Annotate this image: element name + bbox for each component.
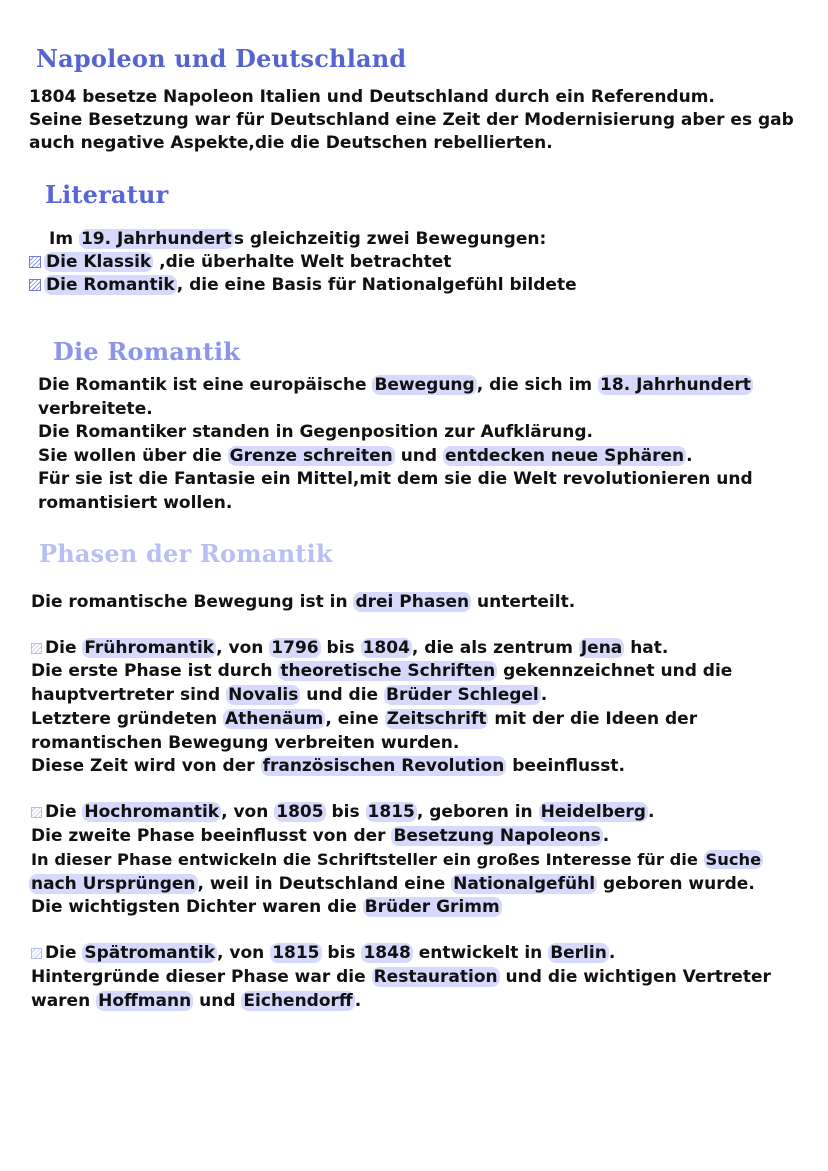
- text-run: , geboren in: [416, 802, 539, 822]
- text-run: und die: [300, 685, 384, 705]
- text-run: .: [686, 446, 693, 466]
- paragraph-line: romantisiert wollen.: [38, 493, 233, 513]
- text-run: hat.: [624, 638, 669, 658]
- checkbox-icon: [29, 279, 41, 291]
- highlight: 18. Jahrhundert: [600, 375, 751, 395]
- highlight: 1815: [367, 802, 415, 822]
- highlight: Zeitschrift: [386, 709, 487, 729]
- paragraph-line: [29, 872, 755, 896]
- text-run: hauptvertreter sind: [31, 685, 227, 705]
- text-run: , die als zentrum: [411, 638, 579, 658]
- list-item: [31, 800, 654, 824]
- text-run: beeinflusst.: [506, 756, 625, 776]
- text-run: Letztere gründeten: [31, 709, 224, 729]
- text-run: , von: [217, 943, 271, 963]
- paragraph-line: Die Romantiker standen in Gegenposition zur Aufklärung.: [38, 422, 593, 442]
- text-run: In dieser Phase entwickeln die Schriftsteller ein großes Interesse für die: [31, 850, 704, 869]
- text-run: , die eine Basis für Nationalgefühl bildete: [176, 275, 577, 295]
- highlight: französischen Revolution: [262, 756, 505, 776]
- highlight: Berlin: [550, 943, 607, 963]
- text-run: , die sich im: [476, 375, 599, 395]
- section-title-literatur: Literatur: [45, 180, 169, 209]
- text-run: Die romantische Bewegung ist in: [31, 592, 354, 612]
- text-run: und: [394, 446, 443, 466]
- paragraph-line: Seine Besetzung war für Deutschland eine Zeit der Modernisierung aber es gab: [29, 110, 794, 130]
- highlight: Hochromantik: [84, 802, 220, 822]
- text-run: , weil in Deutschland eine: [197, 874, 452, 894]
- highlight: Athenäum: [225, 709, 324, 729]
- text-run: und: [193, 991, 242, 1011]
- highlight: nach Ursprüngen: [31, 874, 196, 894]
- text-run: Die: [45, 802, 83, 822]
- highlight: Brüder Grimm: [364, 897, 500, 917]
- section-title-napoleon: Napoleon und Deutschland: [36, 44, 407, 73]
- paragraph-line: [31, 848, 763, 872]
- paragraph-line: [38, 373, 753, 397]
- paragraph-line: [31, 683, 547, 707]
- text-run: Hintergründe dieser Phase war die: [31, 967, 372, 987]
- text-run: .: [354, 991, 362, 1011]
- text-run: , von: [216, 638, 270, 658]
- paragraph-line: [31, 659, 732, 683]
- paragraph-line: verbreitete.: [38, 399, 153, 419]
- highlight: 1805: [276, 802, 324, 822]
- highlight: 1796: [271, 638, 319, 658]
- text-run: Die Romantik ist eine europäische: [38, 375, 373, 395]
- highlight: Besetzung Napoleons: [393, 826, 601, 846]
- text-run: .: [540, 685, 548, 705]
- highlight: Novalis: [228, 685, 299, 705]
- paragraph-line: [49, 227, 546, 251]
- highlight: Heidelberg: [540, 802, 646, 822]
- highlight: Bewegung: [374, 375, 475, 395]
- paragraph-line: [31, 707, 697, 731]
- text-run: ,die überhalte Welt betrachtet: [153, 252, 452, 272]
- highlight: Nationalgefühl: [453, 874, 596, 894]
- paragraph-line: [31, 965, 771, 989]
- paragraph-line: [31, 824, 609, 848]
- highlight: drei Phasen: [355, 592, 470, 612]
- text-run: mit der die Ideen der: [488, 709, 698, 729]
- highlight: 1848: [363, 943, 411, 963]
- text-run: unterteilt.: [471, 592, 576, 612]
- list-item: [31, 636, 668, 660]
- text-run: Die erste Phase ist durch: [31, 661, 279, 681]
- text-run: Die zweite Phase beeinflusst von der: [31, 826, 392, 846]
- text-run: , eine: [325, 709, 385, 729]
- text-run: bis: [321, 943, 362, 963]
- paragraph-line: [31, 754, 625, 778]
- list-item: [31, 941, 615, 965]
- highlight: entdecken neue Sphären: [445, 446, 685, 466]
- text-run: Diese Zeit wird von der: [31, 756, 261, 776]
- text-run: waren: [31, 991, 97, 1011]
- text-run: Die wichtigsten Dichter waren die: [31, 897, 363, 917]
- highlight: Die Klassik: [46, 252, 152, 272]
- text-run: Sie wollen über die: [38, 446, 228, 466]
- text-run: .: [647, 802, 655, 822]
- text-run: entwickelt in: [412, 943, 549, 963]
- section-title-romantik: Die Romantik: [53, 337, 241, 366]
- paragraph-line: 1804 besetze Napoleon Italien und Deutschland durch ein Referendum.: [29, 87, 715, 107]
- paragraph-line: [31, 989, 361, 1013]
- text-run: und die wichtigen Vertreter: [499, 967, 771, 987]
- text-run: geboren wurde.: [597, 874, 755, 894]
- text-run: s gleichzeitig zwei Bewegungen:: [233, 229, 547, 249]
- highlight: Hoffmann: [98, 991, 192, 1011]
- text-run: Die: [45, 943, 83, 963]
- text-run: .: [602, 826, 610, 846]
- highlight: 19. Jahrhundert: [80, 229, 232, 249]
- text-run: bis: [320, 638, 361, 658]
- checkbox-icon: [29, 256, 41, 268]
- highlight: Grenze schreiten: [229, 446, 393, 466]
- highlight: Spätromantik: [84, 943, 216, 963]
- highlight: Die Romantik: [46, 275, 175, 295]
- text-run: , von: [221, 802, 275, 822]
- highlight: theoretische Schriften: [280, 661, 496, 681]
- checkbox-icon: [31, 948, 42, 959]
- text-run: .: [608, 943, 616, 963]
- section-title-phasen: Phasen der Romantik: [39, 539, 333, 568]
- paragraph-line: auch negative Aspekte,die die Deutschen rebellierten.: [29, 133, 553, 153]
- highlight: Restauration: [373, 967, 498, 987]
- highlight: Suche: [705, 850, 762, 869]
- text-run: Im: [49, 229, 79, 249]
- checkbox-icon: [31, 643, 42, 654]
- text-run: bis: [325, 802, 366, 822]
- paragraph-line: [38, 444, 693, 468]
- highlight: 1815: [272, 943, 320, 963]
- paragraph-line: [31, 895, 502, 919]
- highlight: Jena: [580, 638, 623, 658]
- highlight: Brüder Schlegel: [386, 685, 539, 705]
- list-item: [29, 250, 451, 274]
- highlight: 1804: [362, 638, 410, 658]
- paragraph-line: [31, 590, 575, 614]
- highlight: Eichendorff: [243, 991, 353, 1011]
- highlight: Frühromantik: [84, 638, 215, 658]
- paragraph-line: romantischen Bewegung verbreiten wurden.: [31, 733, 460, 753]
- list-item: [29, 273, 577, 297]
- checkbox-icon: [31, 807, 42, 818]
- paragraph-line: Für sie ist die Fantasie ein Mittel,mit dem sie die Welt revolutionieren und: [38, 469, 753, 489]
- text-run: Die: [45, 638, 83, 658]
- text-run: gekennzeichnet und die: [497, 661, 733, 681]
